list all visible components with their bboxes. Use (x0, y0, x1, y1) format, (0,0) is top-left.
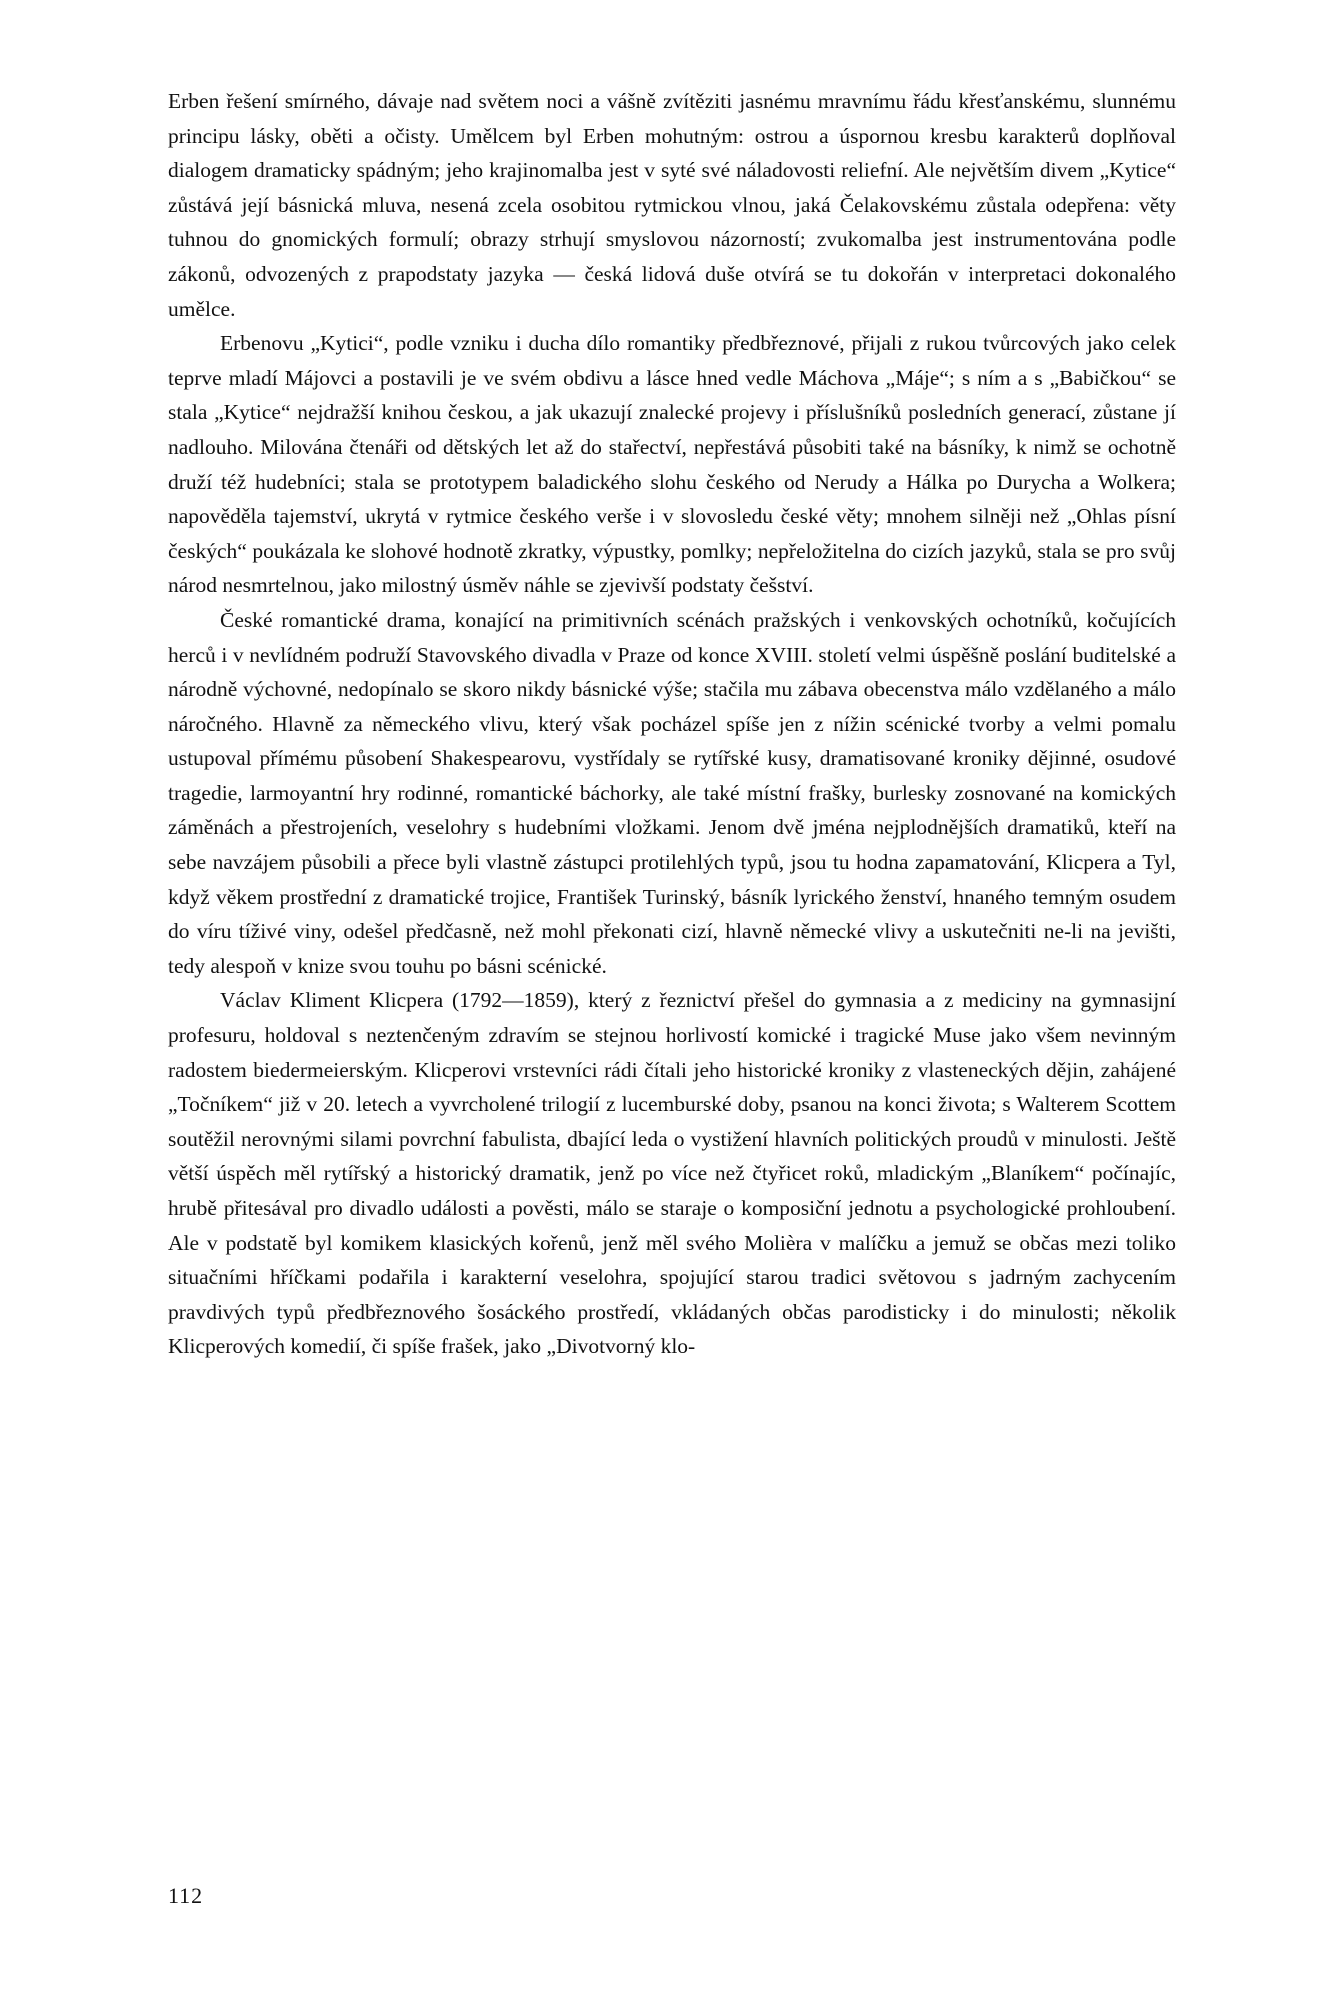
page-body (168, 84, 1176, 1364)
page-number: 112 (168, 1883, 204, 1908)
paragraph-1: Erben řešení smírného, dávaje nad světem noci a vášně zvítěziti jasnému mravnímu řádu křesťanskému, slunnému principu lásky, oběti a očisty. Umělcem byl Erben mohutným: ostrou a úspornou kresbu karakterů doplňoval dialogem dramaticky spádným; jeho krajinomalba jest v syté své náladovosti reliefní. Ale největším divem „Kytice“ zůstává její básnická mluva, nesená zcela osobitou rytmickou vlnou, jaká Čelakovskému zůstala odepřena: věty tuhnou do gnomických formulí; obrazy strhují smyslovou názorností; zvukomalba jest instrumentována podle zákonů, odvozených z prapodstaty jazyka — česká lidová duše otvírá se tu dokořán v interpretaci dokonalého umělce. (168, 89, 1176, 321)
paragraph-3: České romantické drama, konající na primitivních scénách pražských i venkovských ochotníků, kočujících herců i v nevlídném podruží Stavovského divadla v Praze od konce XVIII. století velmi úspěšně poslání buditelské a národně výchovné, nedopínalo se skoro nikdy básnické výše; stačila mu zábava obecenstva málo vzdělaného a málo náročného. Hlavně za německého vlivu, který však pocházel spíše jen z nížin scénické tvorby a velmi pomalu ustupoval přímému působení Shakespearovu, vystřídaly se rytířské kusy, dramatisované kroniky dějinné, osudové tragedie, larmoyantní hry rodinné, romantické báchorky, ale také místní frašky, burlesky zosnované na komických záměnách a přestrojeních, veselohry s hudebními vložkami. Jenom dvě jména nejplodnějších dramatiků, kteří na sebe navzájem působili a přece byli vlastně zástupci protilehlých typů, jsou tu hodna zapamatování, Klicpera a Tyl, když věkem prostřední z dramatické trojice, František Turinský, básník lyrického ženství, hnaného temným osudem do víru tíživé viny, odešel předčasně, než mohl překonati cizí, hlavně německé vlivy a uskutečniti ne-li na jevišti, tedy alespoň v knize svou touhu po básni scénické. (168, 607, 1176, 978)
paragraph-2: Erbenovu „Kytici“, podle vzniku i ducha dílo romantiky předbřeznové, přijali z rukou tvůrcových jako celek teprve mladí Májovci a postavili je ve svém obdivu a lásce hned vedle Máchova „Máje“; s ním a s „Babičkou“ se stala „Kytice“ nejdražší knihou českou, a jak ukazují znalecké projevy i příslušníků posledních generací, zůstane jí nadlouho. Milována čtenáři od dětských let až do stařectví, nepřestává působiti také na básníky, k nimž se ochotně druží též hudebníci; stala se prototypem baladického slohu českého od Nerudy a Hálka po Durycha a Wolkera; napověděla tajemství, ukrytá v rytmice českého verše i v slovosledu české věty; mnohem silněji než „Ohlas písní českých“ poukázala ke slohové hodnotě zkratky, výpustky, pomlky; nepřeložitelna do cizích jazyků, stala se pro svůj národ nesmrtelnou, jako milostný úsměv náhle se zjevivší podstaty češství. (168, 331, 1176, 598)
paragraph-4: Václav Kliment Klicpera (1792—1859), který z řeznictví přešel do gymnasia a z mediciny na gymnasijní profesuru, holdoval s neztenčeným zdravím se stejnou horlivostí komické i tragické Muse jako všem nevinným radostem biedermeierským. Klicperovi vrstevníci rádi čítali jeho historické kroniky z vlasteneckých dějin, zahájené „Točníkem“ již v 20. letech a vyvrcholené trilogií z lucemburské doby, psanou na konci života; s Walterem Scottem soutěžil nerovnými silami povrchní fabulista, dbající leda o vystižení hlavních politických proudů v minulosti. Ještě větší úspěch měl rytířský a historický dramatik, jenž po více než čtyřicet roků, mladickým „Blaníkem“ počínajíc, hrubě přitesával pro divadlo události a pověsti, málo se staraje o komposiční jednotu a psychologické prohloubení. Ale v podstatě byl komikem klasických kořenů, jenž měl svého Molièra v malíčku a jemuž se občas mezi toliko situačními hříčkami podařila i karakterní veselohra, spojující starou tradici světovou s jadrným zachycením pravdivých typů předbřeznového šosáckého prostředí, vkládaných občas parodisticky i do minulosti; několik Klicperových komedií, či spíše frašek, jako „Divotvorný klo- (168, 988, 1176, 1359)
